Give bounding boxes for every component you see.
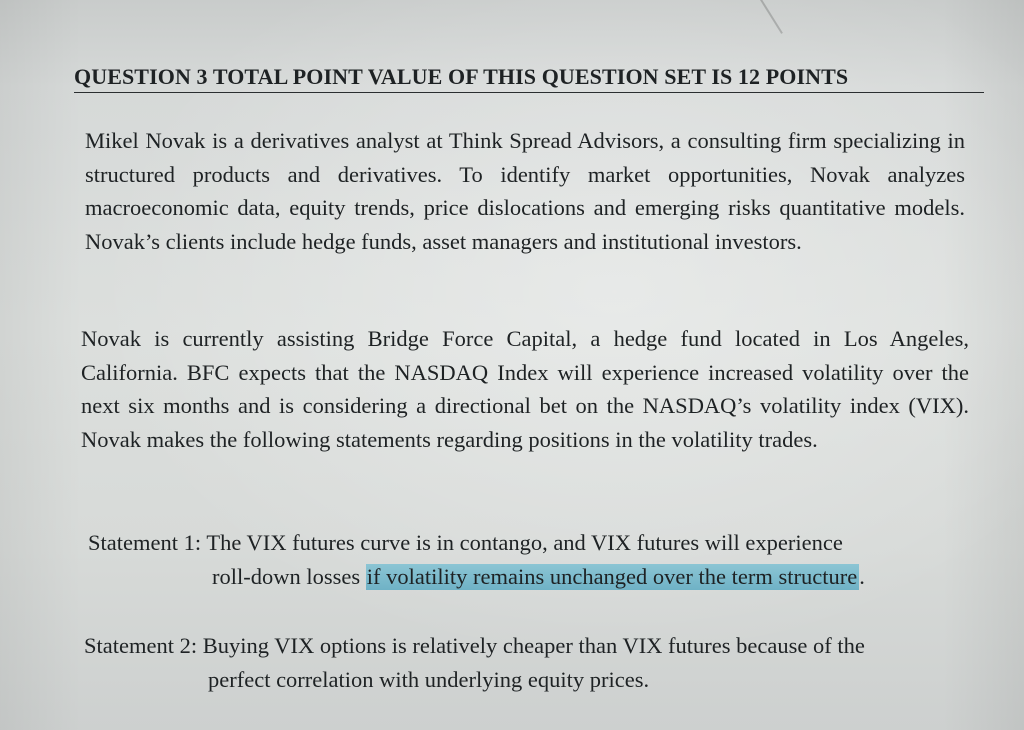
statement-2-label: Statement 2: bbox=[84, 633, 198, 658]
statement-2 bbox=[84, 629, 974, 697]
statement-1-line1: The VIX futures curve is in contango, and VIX futures will experience bbox=[206, 530, 843, 555]
paragraph-intro: Mikel Novak is a derivatives analyst at Think Spread Advisors, a consulting firm specializing in structured products and derivatives. To identify market opportunities, Novak analyzes macroeconomic data, equity trends, price dislocations and emerging risks quantitative models. Novak’s clients include hedge funds, asset managers and institutional investors. bbox=[85, 128, 965, 254]
highlighted-text[interactable]: if volatility remains unchanged over the term structure bbox=[366, 564, 858, 589]
statement-2-line1: Buying VIX options is relatively cheaper than VIX futures because of the bbox=[202, 633, 865, 658]
paper-crease bbox=[760, 0, 783, 34]
statement-1-line2: roll-down losses bbox=[212, 564, 366, 589]
question-heading: QUESTION 3 TOTAL POINT VALUE OF THIS QUESTION SET IS 12 POINTS bbox=[74, 64, 984, 93]
statement-2-line2: perfect correlation with underlying equity prices. bbox=[208, 667, 650, 692]
statement-1 bbox=[88, 526, 972, 594]
statement-1-label: Statement 1: bbox=[88, 530, 202, 555]
statement-1-period: . bbox=[859, 564, 865, 589]
paragraph-context: Novak is currently assisting Bridge Force Capital, a hedge fund located in Los Angeles, California. BFC expects that the NASDAQ Index will experience increased volatility over the next six months and is considering a directional bet on the NASDAQ’s volatility index (VIX). Novak makes the following statements regarding positions in the volatility trades. bbox=[81, 326, 969, 452]
